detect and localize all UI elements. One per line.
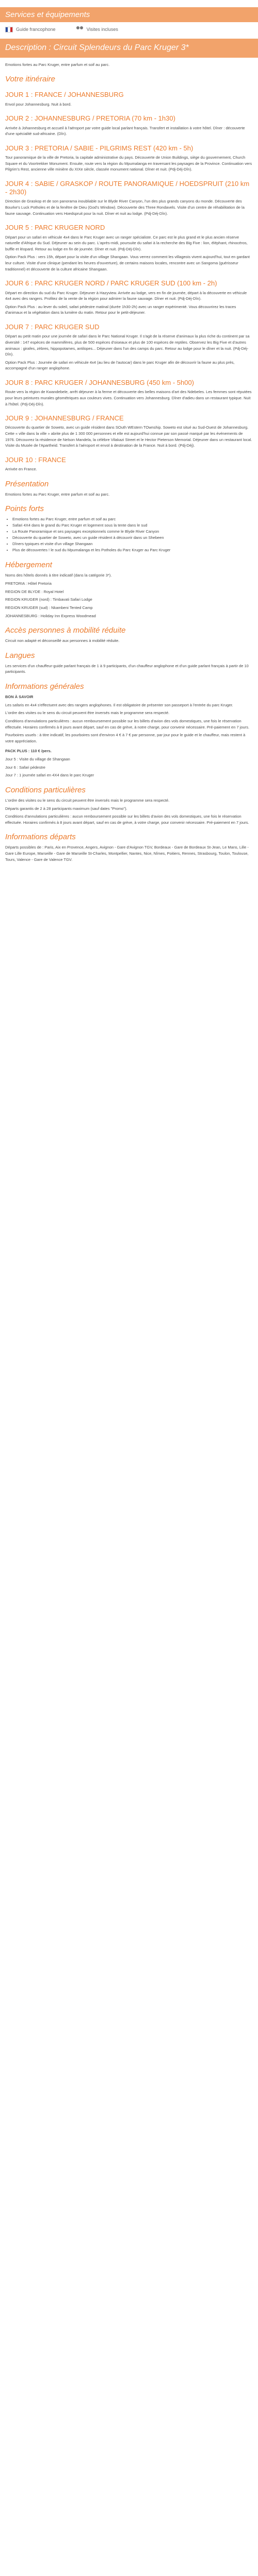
day-text: Option Pack Plus : au lever du soleil, safari pédestre matinal (durée 1h30-2h) avec un ranger expérimenté. Vous découvrirez les traces d'animaux et la végétation dans la lumière du matin. Retour pour le petit-déjeuner. — [5, 304, 236, 315]
langues-text: Les services d'un chauffeur-guide parlant français de 1 à 9 participants, d'un chauffeur anglophone et d'un guide parlant français à partir de 10 participants. — [5, 663, 249, 674]
day-title: JOUR 9 : JOHANNESBURG / FRANCE — [5, 414, 124, 422]
day-title: JOUR 8 : PARC KRUGER / JOHANNESBURG (450 km - 5h00) — [5, 379, 195, 387]
info-text: Pourboires usuels : à titre indicatif, les pourboires sont d'environ 4 € à 7 € par personne, par jour pour le guide et le chauffeur, mais restent à votre appréciation. — [5, 733, 246, 743]
day-title: JOUR 7 : PARC KRUGER SUD — [5, 323, 100, 331]
day-text: Route vers la région de Kwandebele, arrêt déjeuner à la ferme et découverte des belles maisons d'art des Ndebeles. Les femmes sont réputées pour leurs peintures murales géométriques aux couleurs vives. Continuation vers Johannesburg. Dîner d'adieu dans un restaurant typique. Nuit à l'hôtel. (Pdj-Déj-Dîn). — [5, 389, 252, 406]
infos-subtitle: BON À SAVOIR — [5, 694, 34, 700]
list-item: • Safari 4X4 dans le grand du Parc Kruger et logement sous la tente dans le sud — [12, 522, 253, 529]
points-forts-list — [5, 516, 253, 553]
day-title: JOUR 6 : PARC KRUGER NORD / PARC KRUGER SUD (100 km - 2h) — [5, 279, 217, 287]
hotel-item: PRETORIA : Hôtel Pretoria — [5, 581, 52, 586]
list-item: • Dîners typiques et visite d'un village Shangaan — [12, 541, 253, 547]
condition-text: L'ordre des visites ou le sens du circuit peuvent être inversés mais le programme sera respecté. — [5, 798, 170, 803]
pack-item: Jour 6 : Safari pédestre — [5, 765, 45, 770]
list-item: • La Route Panoramique et ses paysages exceptionnels comme le Blyde River Canyon — [12, 529, 253, 535]
presentation-title: Présentation — [5, 479, 49, 488]
hotel-list — [5, 581, 253, 619]
day-text: Arrivée en France. — [5, 467, 37, 472]
hotel-item: REGION KRUGER (nord) : Timbavati Safari Lodge — [5, 597, 92, 602]
points-forts-title: Points forts — [5, 504, 44, 514]
info-text: Les safaris en 4x4 s'effectuent avec des rangers anglophones. Il est obligatoire de présenter son passeport à l'entrée du parc Kruger. — [5, 702, 233, 707]
day-text: Découverte du quartier de Soweto, avec un guide résident dans SOuth WEstern TOwnship. Soweto est situé au Sud-Ouest de Johannesburg. Cette « ville dans la ville » abrite plus de 1 300 000 personnes et elle est aujourd'hui connue par son passé marqué par les événements de 1976. Découvrez la résidence de Nelson Mandela, la célèbre Vilakazi Street et le Hector Pieterson Memorial. Déjeuner dans un restaurant local. Visite du Musée de l'Apartheid. Transfert à l'aéroport et envol à destination de la France. Nuit à bord. (Pdj-Déj). — [5, 425, 252, 448]
content — [0, 62, 258, 863]
pack-item: Jour 7 : 1 journée safari en 4X4 dans le parc Kruger — [5, 773, 94, 778]
flag-icon — [5, 27, 13, 32]
hebergement-text: Noms des hôtels donnés à titre indicatif (dans la catégorie 3*). — [5, 573, 112, 578]
langues-title: Langues — [5, 651, 35, 660]
pack-item: Jour 5 : Visite du village de Shangaan — [5, 757, 70, 762]
pack-plus-subtitle: PACK PLUS : 110 € /pers. — [5, 749, 52, 754]
info-text: L'ordre des visites ou le sens du circuit peuvent être inversés mais le programme sera respecté. — [5, 710, 170, 716]
day-title: JOUR 1 : FRANCE / JOHANNESBURG — [5, 91, 124, 99]
day-title: JOUR 2 : JOHANNESBURG / PRETORIA (70 km - 1h30) — [5, 114, 175, 123]
hotel-item: JOHANNESBURG : Holiday Inn Express Woodmead — [5, 613, 96, 618]
infos-paragraphs — [5, 702, 253, 744]
day-text: Option Pack Plus : Journée de safari en véhicule 4x4 (au lieu de l'autocar) dans le parc Kruger afin de découvrir la faune au plus près, accompagné d'un ranger anglophone. — [5, 360, 235, 371]
condition-text: Conditions d'annulations particulières : aucun remboursement possible sur les billets d'avion des vols domestiques, une fois le réservation effectuée. Horaires confirmés à 8 jours avant départ, sauf en cas de grève, à votre charge, pour convenir nécessaire. Pré-paiement en 7 jours. — [5, 814, 249, 825]
day-text: Direction de Graskop et de son panorama inoubliable sur le Blyde River Canyon, l'un des plus grands canyons du monde. Découverte des Bourke's Luck Potholes et de la fenêtre de Dieu (God's Window). Découverte des Three Rondavels. Visite d'un centre de réhabilitation de la faune sauvage. Continuation vers Hoedspruit pour la nuit. Dîner et nuit au lodge. (Pdj-Déj-Dîn). — [5, 199, 245, 216]
presentation-text: Emotions fortes au Parc Kruger, entre parfum et soif au parc. — [5, 492, 110, 497]
service-visites-label: Visites incluses — [86, 27, 118, 32]
mobilite-text: Circuit non adapté et déconseillé aux personnes à mobilité réduite. — [5, 638, 120, 643]
day-text: Tour panoramique de la ville de Pretoria, la capitale administrative du pays. Découverte de Union Buildings, siège du gouvernement, Church Square et du Voortrekker Monument. Ensuite, route vers la région du Mpumalanga en traversant les paysages de la Province. Continuation vers Pilgrim's Rest, ancienne ville minière du XIXe siècle, classée monument national. Dîner et nuit. (Pdj-Déj-Dîn). — [5, 155, 252, 172]
list-item: • Emotions fortes au Parc Kruger, entre parfum et soif au parc — [12, 516, 253, 522]
day-title: JOUR 10 : FRANCE — [5, 455, 66, 464]
day-title: JOUR 4 : SABIE / GRASKOP / ROUTE PANORAMIQUE / HOEDSPRUIT (210 km - 2h30) — [5, 179, 250, 196]
pack-plus-list — [5, 756, 253, 778]
services-row — [0, 26, 258, 39]
intro-text: Emotions fortes au Parc Kruger, entre parfum et soif au parc. — [5, 62, 110, 67]
service-guide-label: Guide francophone — [16, 27, 56, 32]
day-text: Départ en direction du sud du Parc Kruger. Déjeuner à Hazyview. Arrivée au lodge, vers en fin de journée, départ à la découverte en véhicule 4x4 avec des rangers. Profitez de la vente de la région pour admirer la faune sauvage. Dîner et nuit. (Pdj-Déj-Dîn). — [5, 290, 247, 301]
departs-text: Départs possibles de : Paris, Aix en Provence, Angers, Avignon - Gare d'Avignon TGV, Bordeaux - Gare de Bordeaux St-Jean, Le Mans, Lille - Gare Lille Europe, Marseille - Gare de Marseille St-Charles, Montpellier, Nantes, Nice, Nîmes, Poitiers, Rennes, Strasbourg, Toulon, Toulouse, Tours, Valence - Gare de Valence TGV. — [5, 845, 249, 862]
day-title: JOUR 3 : PRETORIA / SABIE - PILGRIMS REST (420 km - 5h) — [5, 144, 194, 152]
hebergement-title: Hébergement — [5, 561, 52, 570]
page — [0, 0, 258, 870]
description-banner: Description : Circuit Splendeurs du Parc Kruger 3* — [0, 39, 258, 58]
service-visites — [76, 26, 118, 32]
conditions-paragraphs — [5, 798, 253, 826]
day-text: Envol pour Johannesburg. Nuit à bord. — [5, 101, 72, 107]
infos-title: Informations générales — [5, 682, 84, 691]
day-text: Départ pour un safari en véhicule 4x4 dans le Parc Kruger avec un ranger spécialiste. Ce parc est le plus grand et le plus ancien réserve naturelle d'Afrique du Sud. Déjeuner au sein du parc. L'après-midi, poursuite du safari à la recherche des Big Five : lion, éléphant, rhinocéros, buffle et léopard. Retour au lodge en fin de journée. Dîner et nuit. (Pdj-Déj-Dîn). — [5, 234, 248, 251]
mobilite-title: Accès personnes à mobilité réduite — [5, 626, 126, 635]
itinerary-title: Votre itinéraire — [5, 75, 55, 84]
day-text: Arrivée à Johannesburg et accueil à l'aéroport par votre guide local parlant français. Transfert et installation à votre hôtel. Dîner : découverte d'une spécialité sud-africaine. (Dîn). — [5, 125, 245, 137]
service-guide — [5, 26, 56, 32]
itinerary — [5, 91, 253, 472]
day-text: Départ au petit matin pour une journée de safari dans le Parc National Kruger. Il s'agit de la réserve d'animaux la plus riche du continent par sa diversité : 147 espèces de mammifères, plus de 500 espèces d'oiseaux et plus de 100 espèces de reptiles. Observez les Big Five et d'autres animaux : girafes, zèbres, hippopotames, antilopes... Déjeuner dans l'un des camps du parc. Retour au lodge pour le dîner et la nuit. (Pdj-Déj-Dîn). — [5, 334, 250, 357]
departs-title: Informations départs — [5, 833, 76, 842]
services-banner: Services et équipements — [0, 7, 258, 22]
day-title: JOUR 5 : PARC KRUGER NORD — [5, 224, 105, 232]
info-text: Conditions d'annulations particulières : aucun remboursement possible sur les billets d'avion des vols domestiques, une fois le réservation effectuée. Horaires confirmés à 8 jours avant départ, sauf en cas de grève, à notre charge, pour convenir nécessaire. Pré-paiement en 7 jours. — [5, 718, 250, 730]
conditions-title: Conditions particulières — [5, 785, 86, 794]
hotel-item: REGION DE BLYDE : Royal Hotel — [5, 589, 64, 594]
group-icon — [76, 26, 84, 32]
list-item: • Plus de découvertes ! le sud du Mpumalanga et les Potholes du Parc Kruger au Parc Kruger — [12, 547, 253, 553]
list-item: • Découverte du quartier de Soweto, avec un guide résident à découvrir dans un Shebeen — [12, 535, 253, 541]
hotel-item: REGION KRUGER (sud) : Nkambeni Tented Camp — [5, 605, 93, 610]
condition-text: Départs garantis de 2 à 28 participants maximum (sauf dates "Promo"). — [5, 806, 127, 811]
day-text: Option Pack Plus : vers 15h, départ pour la visite d'un village Shangaan. Vous verrez comment les villageois vivent aujourd'hui, tout en gardant leur culture. Visite d'une clinique (pendant les heures d'ouverture), de certains maisons locales, rencontre avec un Sangoma (guérisseur traditionnel) et découverte de la culture africaine Shangaan. — [5, 255, 250, 272]
